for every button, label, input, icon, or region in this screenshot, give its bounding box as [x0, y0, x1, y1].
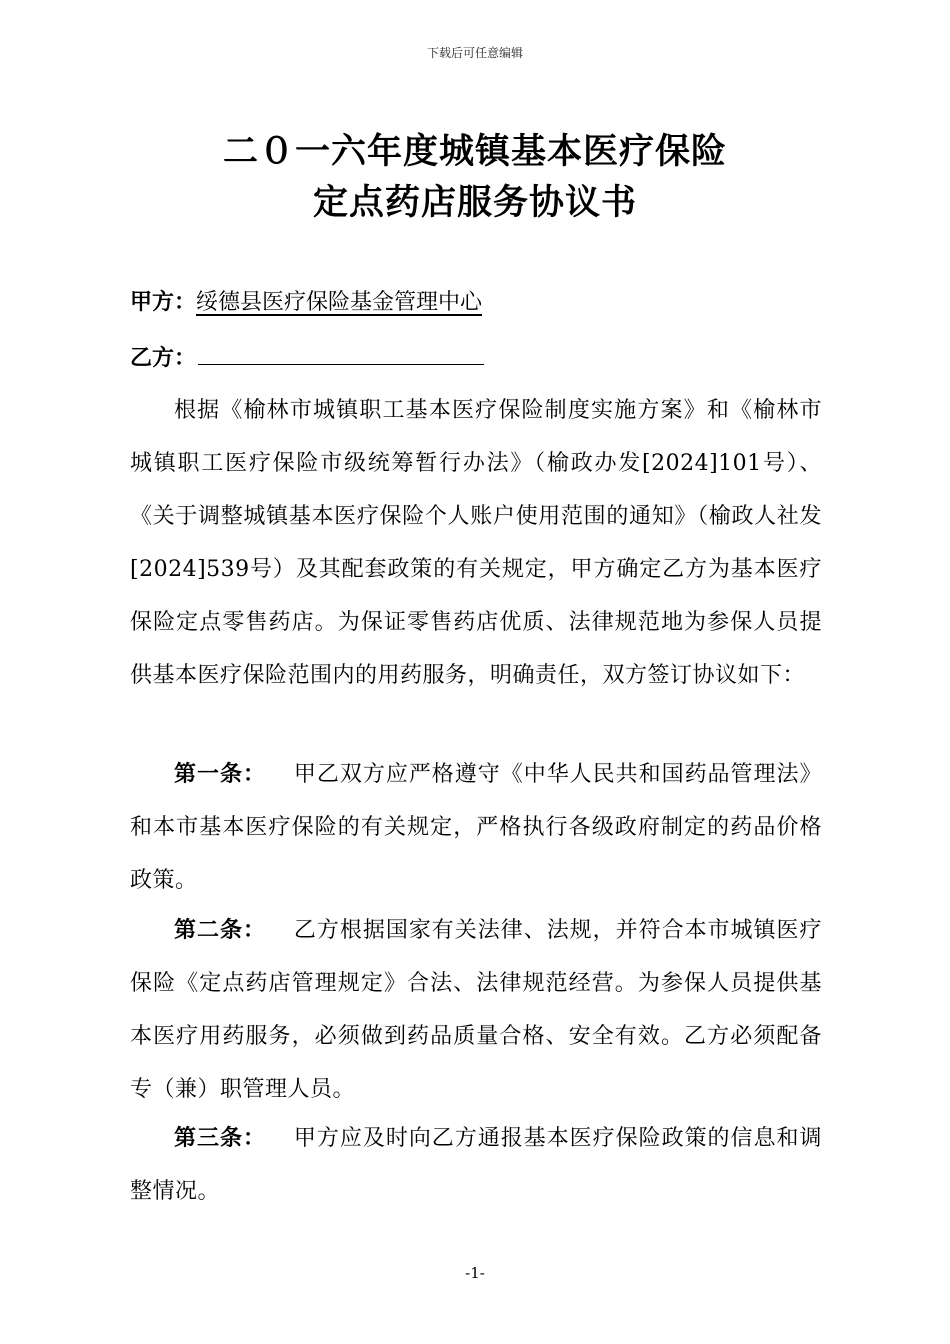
document-title-line-1: 二０一六年度城镇基本医疗保险	[222, 132, 727, 172]
article-1-label: 第一条：	[174, 762, 266, 787]
intro-paragraph: 根据《榆林市城镇职工基本医疗保险制度实施方案》和《榆林市城镇职工医疗保险市级统筹暂行办法》（榆政办发[2024]101号）、《关于调整城镇基本医疗保险个人账户使用范围的通知》（榆政人社发[2024]539号）及其配套政策的有关规定，甲方确定乙方为基本医疗保险定点零售药店。为保证零售药店优质、法律规范地为参保人员提供基本医疗保险范围内的用药服务，明确责任，双方签订协议如下：	[130, 398, 822, 688]
article-2-label: 第二条：	[174, 918, 266, 943]
page-number: -1-	[465, 1264, 485, 1282]
article-2-text: 乙方根据国家有关法律、法规，并符合本市城镇医疗保险《定点药店管理规定》合法、法律规范经营。为参保人员提供基本医疗用药服务，必须做到药品质量合格、安全有效。乙方必须配备专（兼）职管理人员。	[130, 918, 822, 1102]
document-title-line-2: 定点药店服务协议书	[312, 183, 637, 223]
article-1-text: 甲乙双方应严格遵守《中华人民共和国药品管理法》和本市基本医疗保险的有关规定，严格执行各级政府制定的药品价格政策。	[130, 762, 822, 893]
article-1	[130, 748, 822, 907]
party-a-value: 绥德县医疗保险基金管理中心	[196, 290, 483, 315]
party-b-label: 乙方：	[130, 346, 197, 371]
header-note: 下载后可任意编辑	[426, 46, 523, 60]
party-b-blank-line	[198, 340, 484, 365]
article-3-text: 甲方应及时向乙方通报基本医疗保险政策的信息和调整情况。	[130, 1126, 822, 1204]
party-a	[130, 288, 482, 318]
article-3	[130, 1112, 822, 1218]
article-2	[130, 904, 822, 1116]
article-3-label: 第三条：	[174, 1126, 266, 1151]
party-a-label: 甲方：	[130, 290, 197, 315]
party-b	[130, 340, 484, 374]
